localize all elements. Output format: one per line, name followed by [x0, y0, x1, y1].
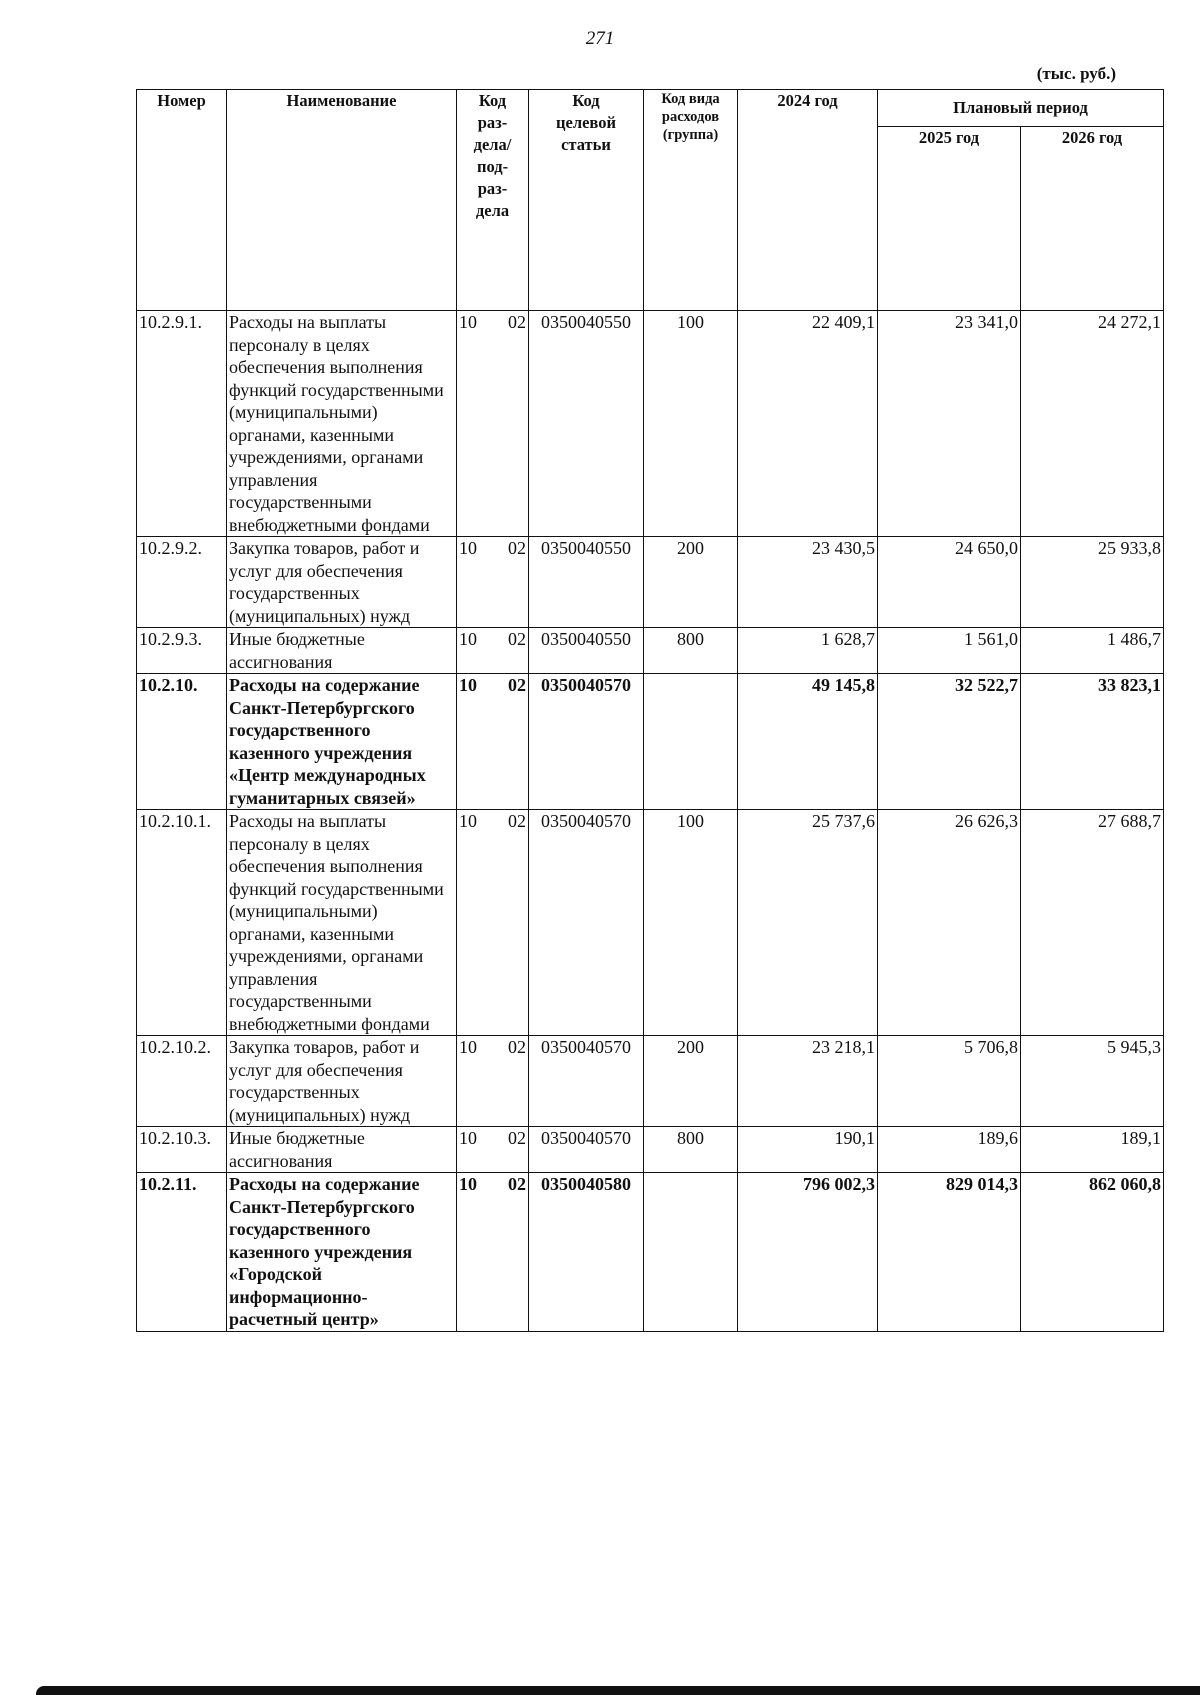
- row-amount-2025: 24 650,0: [878, 537, 1021, 628]
- row-section: 10: [459, 312, 477, 332]
- header-section-code: Код раз- дела/ под- раз- дела: [457, 90, 529, 311]
- row-amount-2026: 5 945,3: [1021, 1036, 1164, 1127]
- row-expense-type: 200: [644, 1036, 738, 1127]
- scan-edge-bar: [36, 1686, 1200, 1695]
- page-number: 271: [585, 28, 615, 49]
- row-target-code: 0350040570: [529, 810, 644, 1036]
- row-amount-2024: 49 145,8: [738, 674, 878, 810]
- row-expense-type: 800: [644, 628, 738, 674]
- row-amount-2024: 22 409,1: [738, 311, 878, 537]
- row-target-code: 0350040570: [529, 1036, 644, 1127]
- row-amount-2026: 1 486,7: [1021, 628, 1164, 674]
- row-number: 10.2.10.3.: [137, 1127, 227, 1173]
- row-amount-2025: 829 014,3: [878, 1173, 1021, 1332]
- row-section: 10: [459, 811, 477, 831]
- table-row: [137, 628, 1164, 674]
- row-name: Закупка товаров, работ и услуг для обеспечения государственных (муниципальных) нужд: [227, 1036, 457, 1127]
- header-row: [137, 90, 1164, 127]
- row-number: 10.2.9.2.: [137, 537, 227, 628]
- table-row: [137, 1127, 1164, 1173]
- row-section-code: [457, 674, 529, 810]
- row-target-code: 0350040550: [529, 628, 644, 674]
- row-amount-2026: 27 688,7: [1021, 810, 1164, 1036]
- row-amount-2025: 189,6: [878, 1127, 1021, 1173]
- row-amount-2024: 796 002,3: [738, 1173, 878, 1332]
- row-section: 10: [459, 675, 477, 695]
- row-target-code: 0350040570: [529, 1127, 644, 1173]
- table-row: [137, 810, 1164, 1036]
- budget-table: [136, 89, 1164, 1332]
- header-year-2024: 2024 год: [738, 90, 878, 311]
- row-expense-type: 100: [644, 311, 738, 537]
- row-expense-type: [644, 674, 738, 810]
- row-amount-2024: 1 628,7: [738, 628, 878, 674]
- row-target-code: 0350040550: [529, 311, 644, 537]
- row-number: 10.2.9.1.: [137, 311, 227, 537]
- header-number: Номер: [137, 90, 227, 311]
- table-row: [137, 537, 1164, 628]
- row-section: 10: [459, 629, 477, 649]
- header-expense-type: Код вида расходов (группа): [644, 90, 738, 311]
- row-number: 10.2.9.3.: [137, 628, 227, 674]
- row-expense-type: [644, 1173, 738, 1332]
- table-body: [137, 311, 1164, 1332]
- row-number: 10.2.10.: [137, 674, 227, 810]
- row-section-code: [457, 1127, 529, 1173]
- row-subsection: 02: [508, 312, 526, 332]
- row-amount-2025: 32 522,7: [878, 674, 1021, 810]
- row-subsection: 02: [508, 675, 526, 695]
- row-subsection: 02: [508, 1174, 526, 1194]
- table-row: [137, 674, 1164, 810]
- row-name: Расходы на выплаты персоналу в целях обеспечения выполнения функций государственными (муниципальными) органами, казенными учреждениями, органами управления государственными внебюджетными фондами: [227, 311, 457, 537]
- table-row: [137, 1173, 1164, 1332]
- row-section: 10: [459, 1128, 477, 1148]
- row-section: 10: [459, 1037, 477, 1057]
- units-label: (тыс. руб.): [1036, 64, 1116, 83]
- row-subsection: 02: [508, 1128, 526, 1148]
- row-name: Иные бюджетные ассигнования: [227, 1127, 457, 1173]
- row-section-code: [457, 810, 529, 1036]
- row-amount-2025: 26 626,3: [878, 810, 1021, 1036]
- header-year-2025: 2025 год: [878, 127, 1021, 311]
- row-amount-2026: 189,1: [1021, 1127, 1164, 1173]
- row-amount-2026: 25 933,8: [1021, 537, 1164, 628]
- row-amount-2026: 24 272,1: [1021, 311, 1164, 537]
- row-target-code: 0350040570: [529, 674, 644, 810]
- row-subsection: 02: [508, 811, 526, 831]
- row-amount-2024: 25 737,6: [738, 810, 878, 1036]
- row-amount-2025: 23 341,0: [878, 311, 1021, 537]
- row-expense-type: 800: [644, 1127, 738, 1173]
- row-amount-2024: 23 430,5: [738, 537, 878, 628]
- row-expense-type: 100: [644, 810, 738, 1036]
- table-row: [137, 311, 1164, 537]
- row-target-code: 0350040580: [529, 1173, 644, 1332]
- header-target-code: Код целевой статьи: [529, 90, 644, 311]
- row-amount-2026: 862 060,8: [1021, 1173, 1164, 1332]
- row-number: 10.2.11.: [137, 1173, 227, 1332]
- row-name: Расходы на выплаты персоналу в целях обеспечения выполнения функций государственными (муниципальными) органами, казенными учреждениями, органами управления государственными внебюджетными фондами: [227, 810, 457, 1036]
- header-planning-period: Плановый период: [878, 90, 1164, 127]
- row-name: Закупка товаров, работ и услуг для обеспечения государственных (муниципальных) нужд: [227, 537, 457, 628]
- row-amount-2025: 5 706,8: [878, 1036, 1021, 1127]
- row-section-code: [457, 1173, 529, 1332]
- row-number: 10.2.10.1.: [137, 810, 227, 1036]
- header-year-2026: 2026 год: [1021, 127, 1164, 311]
- row-amount-2026: 33 823,1: [1021, 674, 1164, 810]
- row-section-code: [457, 311, 529, 537]
- row-name: Расходы на содержание Санкт-Петербургского государственного казенного учреждения «Центр международных гуманитарных связей»: [227, 674, 457, 810]
- row-amount-2024: 190,1: [738, 1127, 878, 1173]
- row-section-code: [457, 1036, 529, 1127]
- row-name: Иные бюджетные ассигнования: [227, 628, 457, 674]
- row-name: Расходы на содержание Санкт-Петербургского государственного казенного учреждения «Городской информационно-расчетный центр»: [227, 1173, 457, 1332]
- row-section: 10: [459, 1174, 477, 1194]
- row-target-code: 0350040550: [529, 537, 644, 628]
- row-subsection: 02: [508, 1037, 526, 1057]
- row-section-code: [457, 628, 529, 674]
- table-row: [137, 1036, 1164, 1127]
- header-name: Наименование: [227, 90, 457, 311]
- row-amount-2024: 23 218,1: [738, 1036, 878, 1127]
- row-subsection: 02: [508, 538, 526, 558]
- row-subsection: 02: [508, 629, 526, 649]
- row-number: 10.2.10.2.: [137, 1036, 227, 1127]
- row-expense-type: 200: [644, 537, 738, 628]
- row-section: 10: [459, 538, 477, 558]
- row-section-code: [457, 537, 529, 628]
- row-amount-2025: 1 561,0: [878, 628, 1021, 674]
